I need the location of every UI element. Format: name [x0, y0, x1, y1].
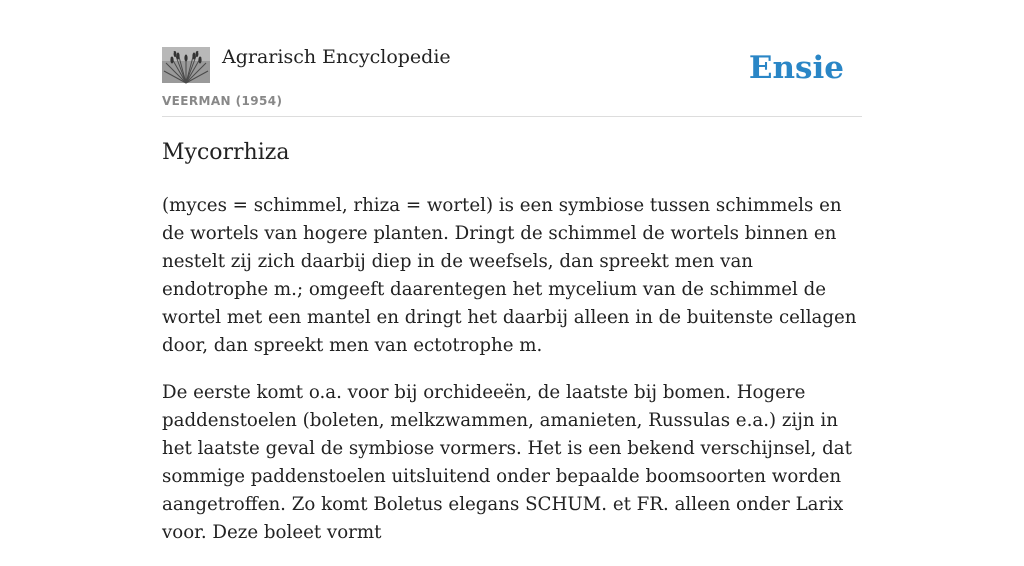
wheat-engraving-icon[interactable] — [162, 47, 210, 83]
brand-logo-link[interactable]: Ensie — [748, 50, 844, 86]
article-body — [162, 192, 862, 566]
article-title: Mycorrhiza — [162, 140, 290, 165]
publication-name[interactable]: Agrarisch Encyclopedie — [222, 46, 451, 68]
site-header — [162, 44, 862, 117]
article-paragraph: De eerste komt o.a. voor bij orchideeën, de laatste bij bomen. Hogere paddenstoelen (boleten, melkzwammen, amanieten, Russulas e.a.) zijn in het laatste geval de symbiose vormers. Het is een bekend verschijnsel, dat sommige paddenstoelen uitsluitend onder bepaalde boomsoorten worden aangetroffen. Zo komt Boletus elegans SCHUM. et FR. alleen onder Larix voor. Deze boleet vormt — [162, 382, 852, 543]
publication-meta: VEERMAN (1954) — [162, 94, 283, 108]
article-paragraph: (myces = schimmel, rhiza = wortel) is een symbiose tussen schimmels en de wortels van hogere planten. Dringt de schimmel de wortels binnen en nestelt zij zich daarbij diep in de weefsels, dan spreekt men van endotrophe m.; omgeeft daarentegen het mycelium van de schimmel de wortel met een mantel en dringt het daarbij alleen in de buitenste cellagen door, dan spreekt men van ectotrophe m. — [162, 195, 857, 356]
